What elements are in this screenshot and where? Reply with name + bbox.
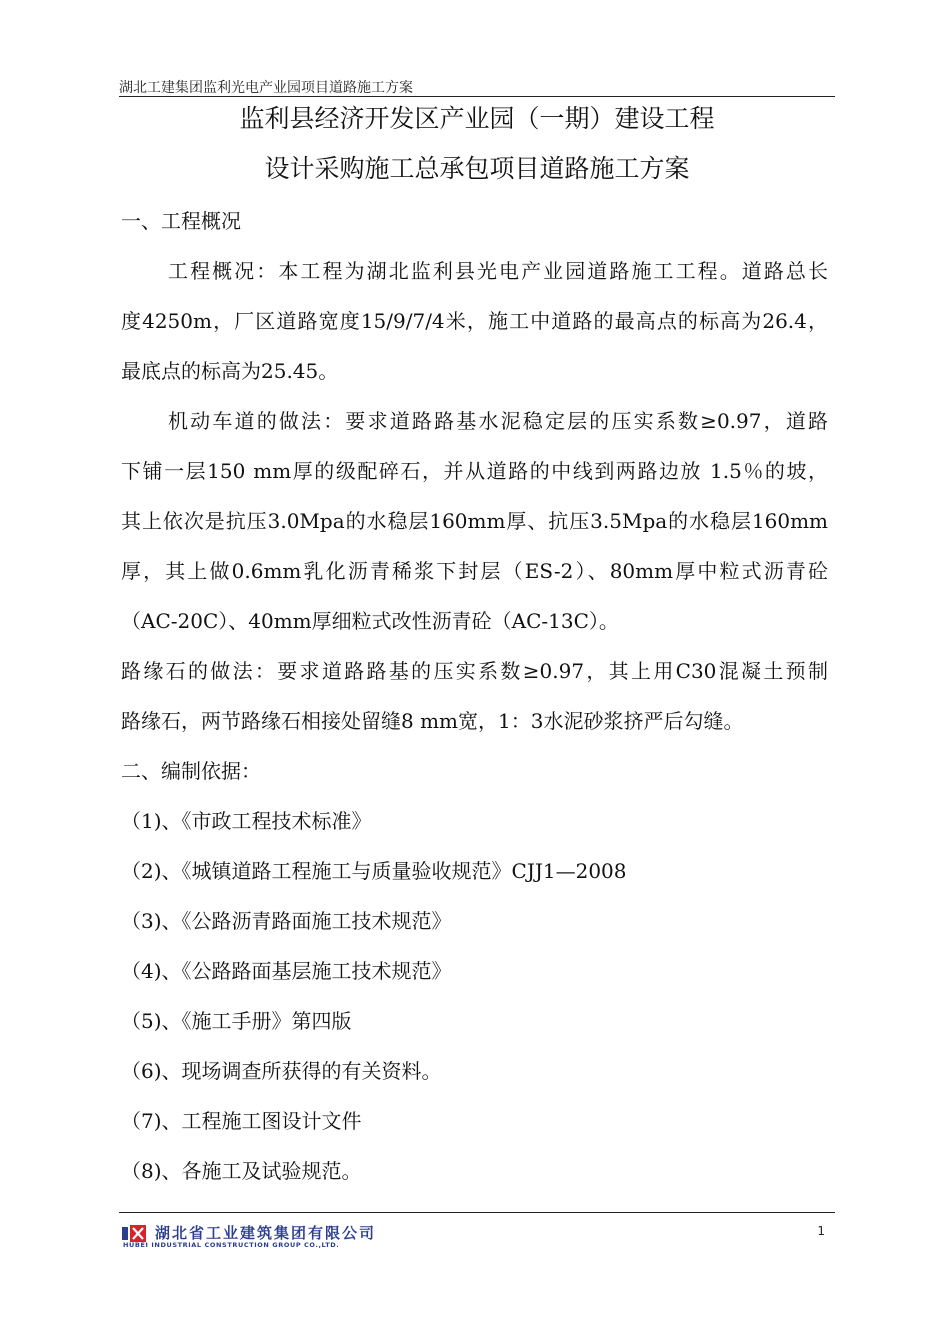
page-header (119, 78, 835, 97)
page-number: 1 (817, 1224, 825, 1238)
para2-line1: 机动车道的做法：要求道路路基水泥稳定层的压实系数≥0.97，道路 (168, 409, 828, 433)
section2-heading: 二、编制依据： (121, 759, 261, 783)
reference-item: （5)、《施工手册》第四版 (121, 1009, 352, 1033)
para2-line5: （AC-20C）、40mm厚细粒式改性沥青砼（AC-13C）。 (121, 609, 619, 633)
reference-item: （7)、工程施工图设计文件 (121, 1109, 362, 1133)
reference-item: （1)、《市政工程技术标准》 (121, 809, 372, 833)
reference-item: （3)、《公路沥青路面施工技术规范》 (121, 909, 452, 933)
para1-line3: 最底点的标高为25.45。 (121, 359, 339, 383)
reference-item: （6)、现场调查所获得的有关资料。 (121, 1059, 442, 1083)
document-title-line1: 监利县经济开发区产业园（一期）建设工程 (239, 104, 715, 133)
para2-line4: 厚，其上做0.6mm乳化沥青稀浆下封层（ES-2）、80mm厚中粒式沥青砼 (121, 559, 828, 583)
section1-heading: 一、工程概况 (121, 209, 241, 233)
logo-english-name: HUBEI INDUSTRIAL CONSTRUCTION GROUP CO.,LTD. (123, 1241, 340, 1249)
page-footer (119, 1212, 835, 1253)
reference-item: （4)、《公路路面基层施工技术规范》 (121, 959, 452, 983)
reference-item: （2)、《城镇道路工程施工与质量验收规范》CJJ1—2008 (121, 859, 627, 883)
para1-line2: 度4250m，厂区道路宽度15/9/7/4米，施工中道路的最高点的标高为26.4， (121, 309, 828, 333)
company-logo (121, 1222, 411, 1250)
logo-chinese-name: 湖北省工业建筑集团有限公司 (155, 1224, 377, 1242)
document-title-line2: 设计采购施工总承包项目道路施工方案 (264, 154, 690, 183)
para1-line1: 工程概况：本工程为湖北监利县光电产业园道路施工工程。道路总长 (168, 259, 828, 283)
para3-line1: 路缘石的做法：要求道路路基的压实系数≥0.97，其上用C30混凝土预制 (121, 659, 828, 683)
reference-item: （8)、各施工及试验规范。 (121, 1159, 362, 1183)
header-text: 湖北工建集团监利光电产业园项目道路施工方案 (119, 80, 413, 96)
para3-line2: 路缘石，两节路缘石相接处留缝8 mm宽，1：3水泥砂浆挤严后勾缝。 (121, 709, 744, 733)
para2-line3: 其上依次是抗压3.0Mpa的水稳层160mm厚、抗压3.5Mpa的水稳层160mm (121, 509, 828, 533)
para2-line2: 下铺一层150 mm厚的级配碎石，并从道路的中线到两路边放 1.5％的坡， (121, 459, 828, 483)
